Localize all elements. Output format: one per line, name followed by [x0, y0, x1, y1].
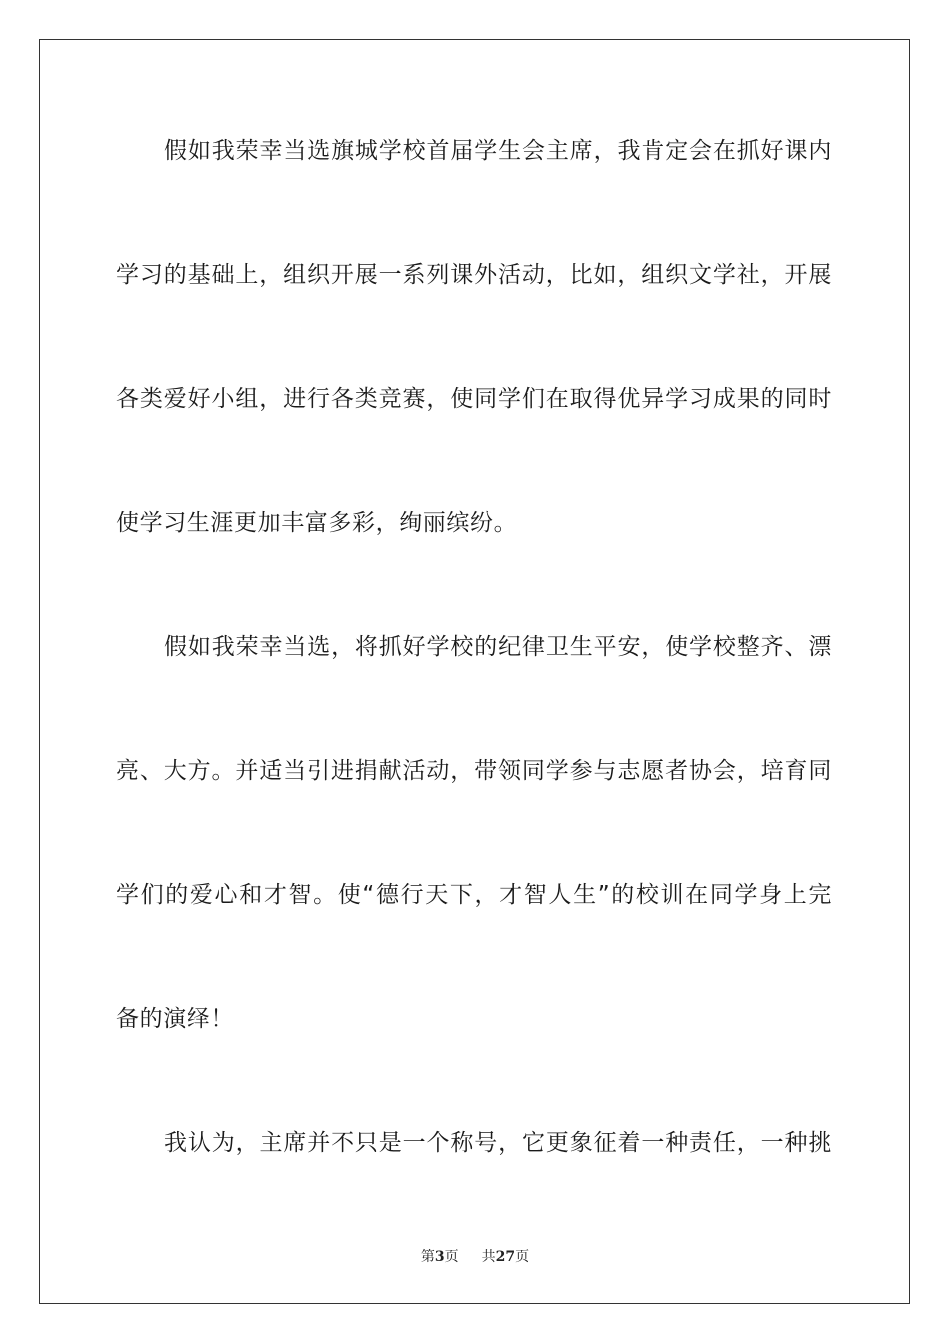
paragraph-1-line-1: 假如我荣幸当选旗城学校首届学生会主席，我肯定会在抓好课内	[164, 138, 832, 164]
paragraph-3-line-1: 我认为，主席并不只是一个称号，它更象征着一种责任，一种挑	[164, 1130, 832, 1156]
paragraph-2-line-1: 假如我荣幸当选，将抓好学校的纪律卫生平安，使学校整齐、漂	[164, 634, 832, 660]
footer-total-pages: 27	[495, 1249, 516, 1265]
paragraph-1-line-4: 使学习生涯更加丰富多彩，绚丽缤纷。	[116, 510, 518, 536]
footer-page-number: 3	[434, 1249, 445, 1265]
paragraph-2-line-2: 亮、大方。并适当引进捐献活动，带领同学参与志愿者协会，培育同	[116, 758, 832, 784]
paragraph-2-line-3: 学们的爱心和才智。使“德行天下，才智人生”的校训在同学身上完	[116, 882, 832, 908]
paragraph-1-line-3: 各类爱好小组，进行各类竞赛，使同学们在取得优异学习成果的同时	[116, 386, 832, 412]
page-footer	[0, 1246, 950, 1266]
footer-page-suffix: 页	[444, 1249, 459, 1265]
footer-total-suffix: 页	[515, 1249, 530, 1265]
footer-page-prefix: 第	[420, 1249, 435, 1265]
paragraph-2-line-4: 备的演绎！	[116, 1006, 234, 1032]
paragraph-1-line-2: 学习的基础上，组织开展一系列课外活动，比如，组织文学社，开展	[116, 262, 832, 288]
page-border	[39, 39, 910, 1304]
footer-total-prefix: 共	[481, 1249, 496, 1265]
